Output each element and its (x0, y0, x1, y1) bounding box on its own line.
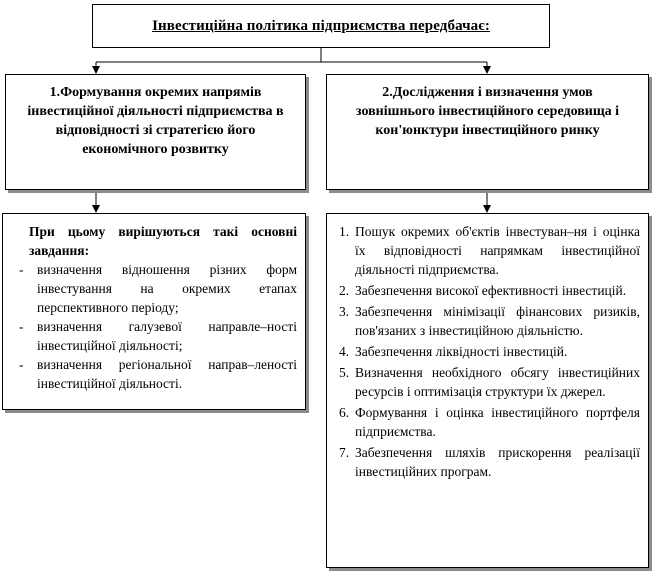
branch1-task-list (13, 260, 297, 393)
item-number: 7. (339, 445, 350, 460)
list-item (335, 342, 640, 361)
item-text: Пошук окремих об'єктів інвестуван–ня і оцінка їх відповідності напрямкам інвестиційної діяльності підприємства. (355, 224, 640, 277)
list-item: - визначення відношення різних форм інвестування на окремих етапах перспективного періоду; (13, 260, 297, 317)
branch2-tasks-box (326, 213, 649, 568)
item-text: Формування і оцінка інвестиційного портфеля підприємства. (355, 405, 640, 439)
item-text: Забезпечення шляхів прискорення реалізації інвестиційних програм. (355, 445, 640, 479)
item-number: 6. (339, 405, 350, 420)
item-text: Визначення необхідного обсягу інвестиційних ресурсів і оптимізація структури їх джерел. (355, 365, 640, 399)
item-number: 5. (339, 365, 350, 380)
item-text: Забезпечення мінімізації фінансових ризиків, пов'язаних з інвестиційною діяльністю. (355, 304, 640, 338)
branch2-task-list (335, 222, 640, 481)
list-item (335, 281, 640, 300)
list-item (335, 363, 640, 401)
item-number: 4. (339, 344, 350, 359)
branch2-box (326, 74, 649, 190)
list-item: - визначення галузевої направле–ності інвестиційної діяльності; (13, 317, 297, 355)
item-number: 1. (339, 224, 350, 239)
list-item (335, 443, 640, 481)
branch1-heading: 1.Формування окремих напрямів інвестиційної діяльності підприємства в відповідності зі стратегією його економічного розвитку (27, 85, 284, 157)
title-box (92, 4, 550, 48)
branch1-box (5, 74, 306, 190)
item-number: 3. (339, 304, 350, 319)
list-item (335, 403, 640, 441)
list-item: - визначення регіональної направ–леності інвестиційної діяльності. (13, 355, 297, 393)
item-text: Забезпечення ліквідності інвестицій. (355, 344, 568, 359)
item-number: 2. (339, 283, 350, 298)
title-text: Інвестиційна політика підприємства передбачає: (152, 17, 490, 34)
branch1-tasks-box (2, 213, 306, 410)
branch1-intro: При цьому вирішуються такі основні завдання: (29, 224, 297, 258)
item-text: Забезпечення високої ефективності інвестицій. (355, 283, 627, 298)
branch2-heading: 2.Дослідження і визначення умов зовнішнього інвестиційного середовища і кон'юнктури інвестиційного ринку (355, 85, 620, 138)
list-item (335, 302, 640, 340)
list-item (335, 222, 640, 279)
